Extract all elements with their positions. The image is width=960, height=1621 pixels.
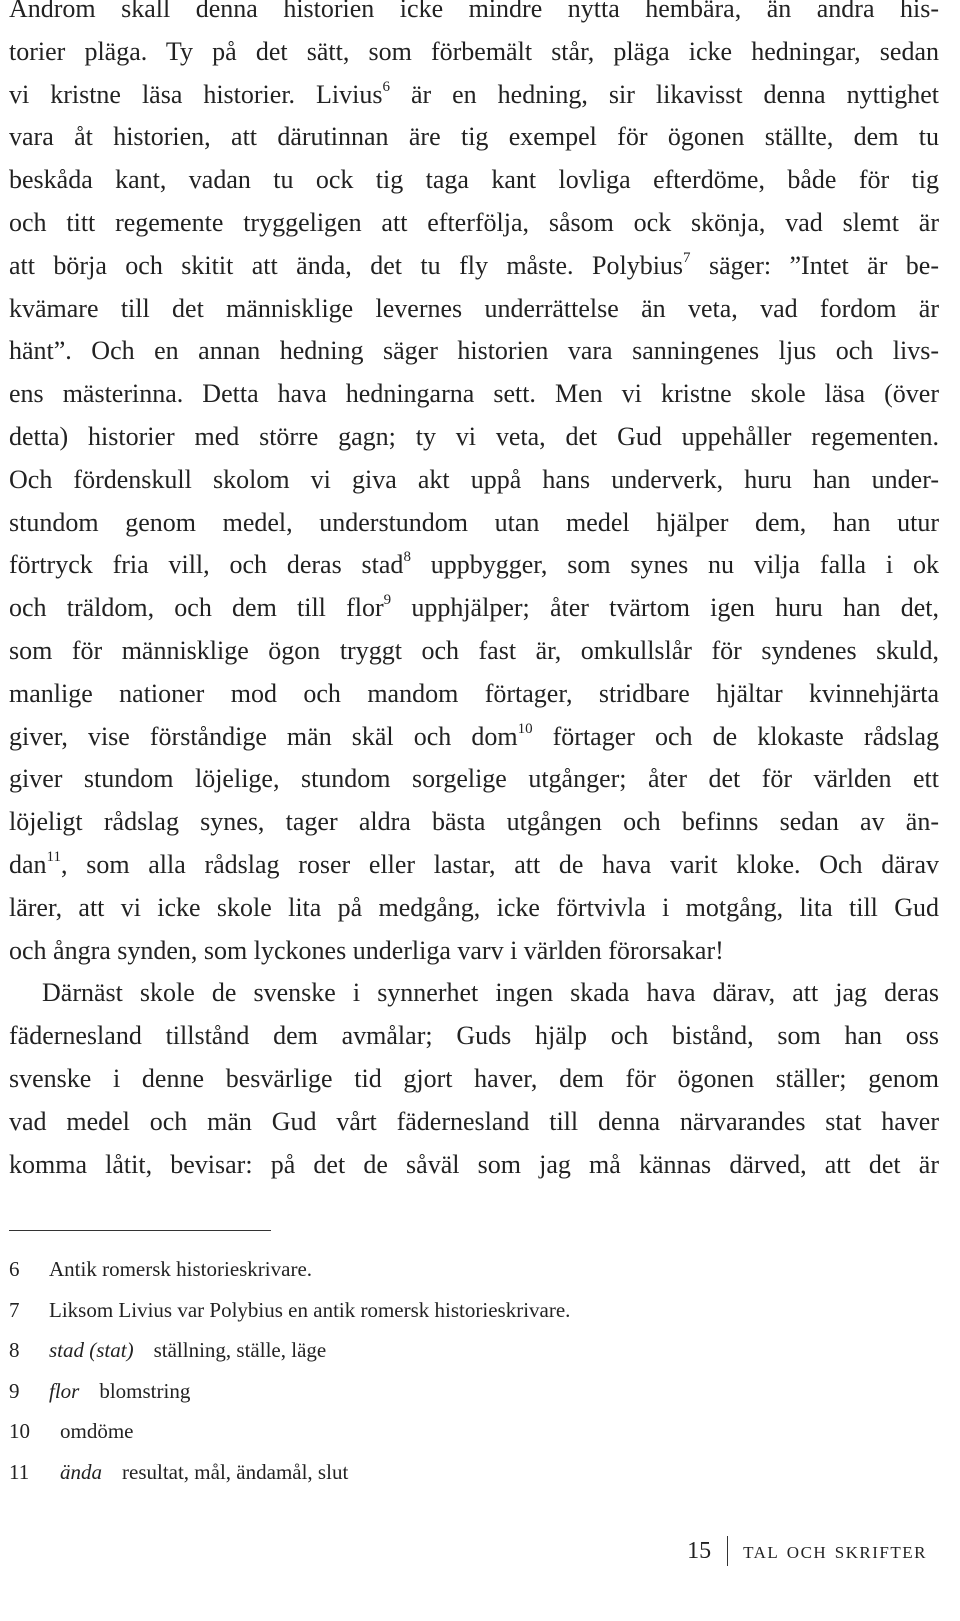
footer-separator	[727, 1536, 728, 1566]
text-line: detta) historier med större gagn; ty vi veta, det Gud uppehåller regementen.	[9, 421, 939, 451]
text-line: kvämare till det människlige levernes underrättelse än veta, vad fordom är	[9, 293, 939, 323]
text-line: hänt”. Och en annan hedning säger historien vara sanningenes ljus och livs-	[9, 336, 939, 366]
footnotes	[9, 1249, 909, 1492]
footnote-text: Antik romersk historieskrivare.	[49, 1257, 313, 1281]
text-line: svenske i denne besvärlige tid gjort haver, dem för ögonen ställer; genom	[9, 1063, 939, 1093]
footnote-number: 6	[9, 1257, 20, 1281]
footnote-ref: 7	[683, 249, 691, 266]
footnote-text: Liksom Livius var Polybius en antik romersk historieskrivare.	[49, 1297, 571, 1322]
text-line: Androm skall denna historien icke mindre nytta hembära, än andra his-	[9, 0, 939, 23]
text-line: ens mästerinna. Detta hava hedningarna sett. Men vi kristne skole läsa (över	[9, 379, 939, 409]
footnote-term: flor	[49, 1378, 80, 1403]
footnote-number: 8	[9, 1338, 20, 1362]
footnote-ref: 6	[382, 78, 390, 95]
text-line: dan$^{11}$, som alla rådslag roser eller lastar, att de hava varit kloke. Och därav	[9, 848, 939, 879]
text-line: stundom genom medel, understundom utan medel hjälper dem, han utur	[9, 507, 939, 537]
text-line: löjeligt rådslag synes, tager aldra bästa utgången och befinns sedan av än-	[9, 807, 939, 837]
footnote-ref: 10	[517, 720, 533, 737]
text-line: att börja och skitit att ända, det tu fly måste. Polybius$^7$ säger: ”Intet är be-	[9, 249, 939, 280]
footnote	[9, 1452, 909, 1493]
footnote	[9, 1411, 909, 1452]
text-line: vi kristne läsa historier. Livius$^6$ är en hedning, sir likavisst denna nyttighet	[9, 78, 940, 109]
footnote-number: 11	[9, 1459, 30, 1484]
running-title: tal och skrifter	[743, 1538, 927, 1564]
main-text	[9, 0, 939, 1186]
text-line: förtryck fria vill, och deras stad$^8$ uppbygger, som synes nu vilja falla i ok	[9, 549, 939, 580]
footnote-ref: 11	[46, 848, 61, 865]
text-line: Därnäst skole de svenske i synnerhet ingen skada hava därav, att jag deras	[42, 978, 939, 1008]
page-number: 15	[687, 1538, 712, 1564]
text-line: som för människlige ögon tryggt och fast är, omkullslår för syndenes skuld,	[9, 635, 939, 665]
text-line: komma låtit, bevisar: på det de såväl som jag må kännas därved, att det är	[9, 1149, 939, 1179]
footnote	[9, 1290, 909, 1331]
footnote-number: 9	[9, 1378, 20, 1403]
footnote	[9, 1249, 909, 1290]
text-line: och ångra synden, som lyckones underliga varv i världen förorsakar!	[9, 935, 724, 965]
footnote-text: blomstring	[99, 1378, 191, 1403]
footnote-ref: 8	[403, 549, 411, 566]
footnote-ref: 9	[383, 592, 392, 609]
text-line: lärer, att vi icke skole lita på medgång, icke förtvivla i motgång, lita till Gud	[9, 892, 939, 922]
page-footer	[687, 1531, 927, 1571]
footnote-number: 7	[9, 1297, 20, 1322]
footnote-text: omdöme	[60, 1419, 134, 1443]
footnote-number: 10	[9, 1419, 30, 1443]
footnote	[9, 1371, 909, 1412]
footnote-text: ställning, ställe, läge	[153, 1338, 327, 1362]
footnote-term: stad (stat)	[49, 1338, 134, 1362]
text-line: giver, vise förståndige män skäl och dom$^{10}$ förtager och de klokaste rådslag	[9, 720, 939, 751]
text-line: och träldom, och dem till flor$^9$ upphjälper; åter tvärtom igen huru han det,	[9, 592, 939, 623]
text-line: Och fördenskull skolom vi giva akt uppå hans underverk, huru han under-	[9, 464, 939, 494]
footnote	[9, 1330, 909, 1371]
text-line: giver stundom löjelige, stundom sorgelige utgånger; åter det för världen ett	[9, 764, 939, 794]
text-line: manlige nationer mod och mandom förtager, stridbare hjältar kvinnehjärta	[9, 678, 939, 708]
footnote-divider	[9, 1230, 271, 1231]
footnote-term: ända	[60, 1459, 102, 1484]
text-line: vad medel och män Gud vårt fädernesland till denna närvarandes stat haver	[9, 1106, 939, 1136]
text-line: beskåda kant, vadan tu ock tig taga kant lovliga efterdöme, både för tig	[9, 165, 939, 195]
text-line: vara åt historien, att därutinnan äre tig exempel för ögonen ställte, dem tu	[9, 122, 939, 152]
text-line: och titt regemente tryggeligen att efterfölja, såsom ock skönja, vad slemt är	[9, 207, 939, 237]
footnote-text: resultat, mål, ändamål, slut	[122, 1459, 349, 1484]
text-line: fädernesland tillstånd dem avmålar; Guds hjälp och bistånd, som han oss	[9, 1021, 939, 1051]
text-line: torier pläga. Ty på det sätt, som förbemält står, pläga icke hedningar, sedan	[9, 36, 939, 66]
